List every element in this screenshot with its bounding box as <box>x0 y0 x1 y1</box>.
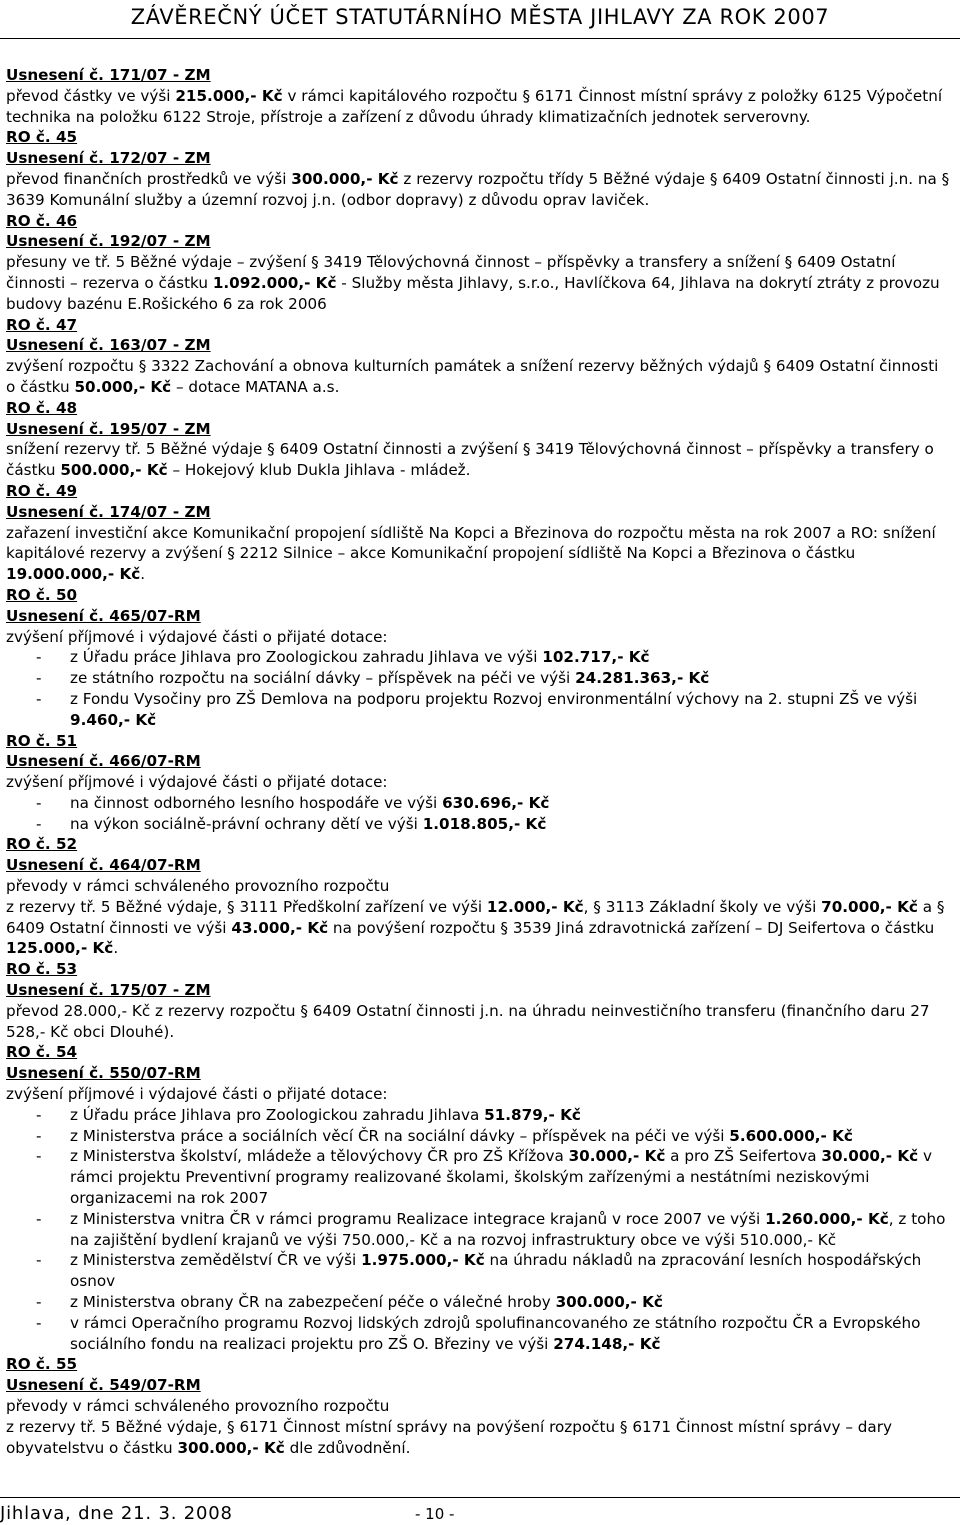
list-item: - z Ministerstva vnitra ČR v rámci programu Realizace integrace krajanů v roce 2007 ve výši 1.260.000,- Kč, z toho na zajištění bydlení krajanů ve výši 750.000,- Kč a na rozvoj infrastruktury obce ve výši 510.000,- Kč <box>36 1209 946 1249</box>
resolution-heading: Usnesení č. 550/07-RM <box>6 1064 201 1083</box>
ro-heading: RO č. 50 <box>6 585 78 604</box>
ro-heading: RO č. 47 <box>6 315 78 334</box>
list-item: - v rámci Operačního programu Rozvoj lidských zdrojů spolufinancovaného ze státního rozpočtu ČR a Evropského sociálního fondu na realizaci projektu pro ZŠ O. Březiny ve výši 274.148,- Kč <box>36 1313 921 1353</box>
entry-text: z rezervy tř. 5 Běžné výdaje, § 6171 Činnost místní správy na povýšení rozpočtu § 6171 Činnost místní správy – dary obyvatelstvu o částku 300.000,- Kč dle zdůvodnění. <box>6 1417 892 1457</box>
resolution-heading: Usnesení č. 175/07 - ZM <box>6 981 211 1000</box>
entry-lead: zvýšení příjmové i výdajové části o přijaté dotace: <box>6 627 388 646</box>
entry-text: převod finančních prostředků ve výši 300.000,- Kč z rezervy rozpočtu třídy 5 Běžné výdaje § 6409 Ostatní činnosti j.n. na § 3639 Komunální služby a územní rozvoj j.n. (odbor dopravy) z důvodu oprav laviček. <box>6 169 950 209</box>
resolution-heading: Usnesení č. 549/07-RM <box>6 1376 201 1395</box>
resolution-heading: Usnesení č. 464/07-RM <box>6 856 201 875</box>
resolution-heading: Usnesení č. 192/07 - ZM <box>6 232 211 251</box>
ro-heading: RO č. 52 <box>6 835 78 854</box>
entry-text: převod částky ve výši 215.000,- Kč v rámci kapitálového rozpočtu § 6171 Činnost místní správy z položky 6125 Výpočetní technika na položku 6122 Stroje, přístroje a zařízení z důvodu úhrady klimatizačních jednotek serverovny. <box>6 86 943 126</box>
resolution-heading: Usnesení č. 174/07 - ZM <box>6 502 211 521</box>
resolution-heading: Usnesení č. 163/07 - ZM <box>6 336 211 355</box>
entry-lead: zvýšení příjmové i výdajové části o přijaté dotace: <box>6 773 388 792</box>
resolution-heading: Usnesení č. 465/07-RM <box>6 606 201 625</box>
ro-heading: RO č. 54 <box>6 1043 78 1062</box>
ro-heading: RO č. 49 <box>6 481 78 500</box>
ro-heading: RO č. 51 <box>6 731 78 750</box>
footer-divider <box>0 1497 960 1498</box>
entry-text: zvýšení rozpočtu § 3322 Zachování a obnova kulturních památek a snížení rezervy běžných výdajů § 6409 Ostatní činnosti o částku 50.000,- Kč – dotace MATANA a.s. <box>6 357 939 396</box>
ro-heading: RO č. 53 <box>6 960 78 979</box>
resolution-heading: Usnesení č. 171/07 - ZM <box>6 66 211 84</box>
list-item: - z Fondu Vysočiny pro ZŠ Demlova na podporu projektu Rozvoj environmentální výchovy na 2. stupni ZŠ ve výši 9.460,- Kč <box>36 689 918 729</box>
ro-heading: RO č. 45 <box>6 128 78 147</box>
entry-lead: převody v rámci schváleného provozního rozpočtu <box>6 1397 390 1415</box>
list-item: - z Úřadu práce Jihlava pro Zoologickou zahradu Jihlava 51.879,- Kč <box>36 1105 581 1124</box>
list-item: - na výkon sociálně-právní ochrany dětí ve výši 1.018.805,- Kč <box>36 814 547 833</box>
footer-place-date: Jihlava, dne 21. 3. 2008 <box>0 1503 233 1524</box>
entry-text: převod 28.000,- Kč z rezervy rozpočtu § 6409 Ostatní činnosti j.n. na úhradu neinvestičního transferu (finančního daru 27 528,- Kč obci Dlouhé). <box>6 1001 930 1041</box>
list-item: - na činnost odborného lesního hospodáře ve výši 630.696,- Kč <box>36 793 550 812</box>
entry-lead: zvýšení příjmové i výdajové části o přijaté dotace: <box>6 1085 388 1104</box>
list-item: - z Ministerstva školství, mládeže a tělovýchovy ČR pro ZŠ Křížova 30.000,- Kč a pro ZŠ Seifertova 30.000,- Kč v rámci projektu Preventivní programy realizované školami, školským zařízenými a nestátními neziskovými organizacemi na rok 2007 <box>36 1147 932 1208</box>
resolution-heading: Usnesení č. 172/07 - ZM <box>6 149 211 168</box>
page-header <box>0 0 960 46</box>
ro-heading: RO č. 55 <box>6 1355 78 1374</box>
list-item: - z Ministerstva obrany ČR na zabezpečení péče o válečné hroby 300.000,- Kč <box>36 1293 663 1312</box>
list-item: - z Úřadu práce Jihlava pro Zoologickou zahradu Jihlava ve výši 102.717,- Kč <box>36 648 650 667</box>
entry-text: zařazení investiční akce Komunikační propojení sídliště Na Kopci a Březinova do rozpočtu města na rok 2007 a RO: snížení kapitálové rezervy a zvýšení § 2212 Silnice – akce Komunikační propojení sídliště Na Kopci a Březinova o částku 19.000.000,- Kč. <box>6 523 936 584</box>
resolution-heading: Usnesení č. 195/07 - ZM <box>6 419 211 438</box>
list-item: - z Ministerstva práce a sociálních věcí ČR na sociální dávky – příspěvek na péči ve výši 5.600.000,- Kč <box>36 1126 853 1145</box>
document-title: ZÁVĚREČNÝ ÚČET STATUTÁRNÍHO MĚSTA JIHLAVY ZA ROK 2007 <box>130 5 830 29</box>
entry-lead: převody v rámci schváleného provozního rozpočtu <box>6 877 390 896</box>
resolution-heading: Usnesení č. 466/07-RM <box>6 752 201 771</box>
entry-text: z rezervy tř. 5 Běžné výdaje, § 3111 Předškolní zařízení ve výši 12.000,- Kč, § 3113 Základní školy ve výši 70.000,- Kč a § 6409 Ostatní činnosti ve výši 43.000,- Kč na povýšení rozpočtu § 3539 Jiná zdravotnická zařízení – DJ Seifertova o částku 125.000,- Kč. <box>6 897 945 958</box>
list-item: - ze státního rozpočtu na sociální dávky – příspěvek na péči ve výši 24.281.363,- Kč <box>36 669 710 688</box>
header-divider <box>0 38 960 39</box>
page-footer <box>0 1497 960 1525</box>
ro-heading: RO č. 48 <box>6 398 78 417</box>
list-item: - z Ministerstva zemědělství ČR ve výši 1.975.000,- Kč na úhradu nákladů na zpracování lesních hospodářských osnov <box>36 1251 922 1291</box>
entry-text: snížení rezervy tř. 5 Běžné výdaje § 6409 Ostatní činnosti a zvýšení § 3419 Tělovýchovná činnost – příspěvky a transfery o částku 500.000,- Kč – Hokejový klub Dukla Jihlava - mládež. <box>6 440 934 480</box>
document-body <box>6 65 950 1458</box>
page-number: - 10 - <box>415 1505 455 1523</box>
ro-heading: RO č. 46 <box>6 211 78 230</box>
entry-text: přesuny ve tř. 5 Běžné výdaje – zvýšení § 3419 Tělovýchovná činnost – příspěvky a transfery a snížení § 6409 Ostatní činnosti – rezerva o částku 1.092.000,- Kč - Služby města Jihlavy, s.r.o., Havlíčkova 64, Jihlava na dokrytí ztráty z provozu budovy bazénu E.Rošického 6 za rok 2006 <box>6 253 940 313</box>
